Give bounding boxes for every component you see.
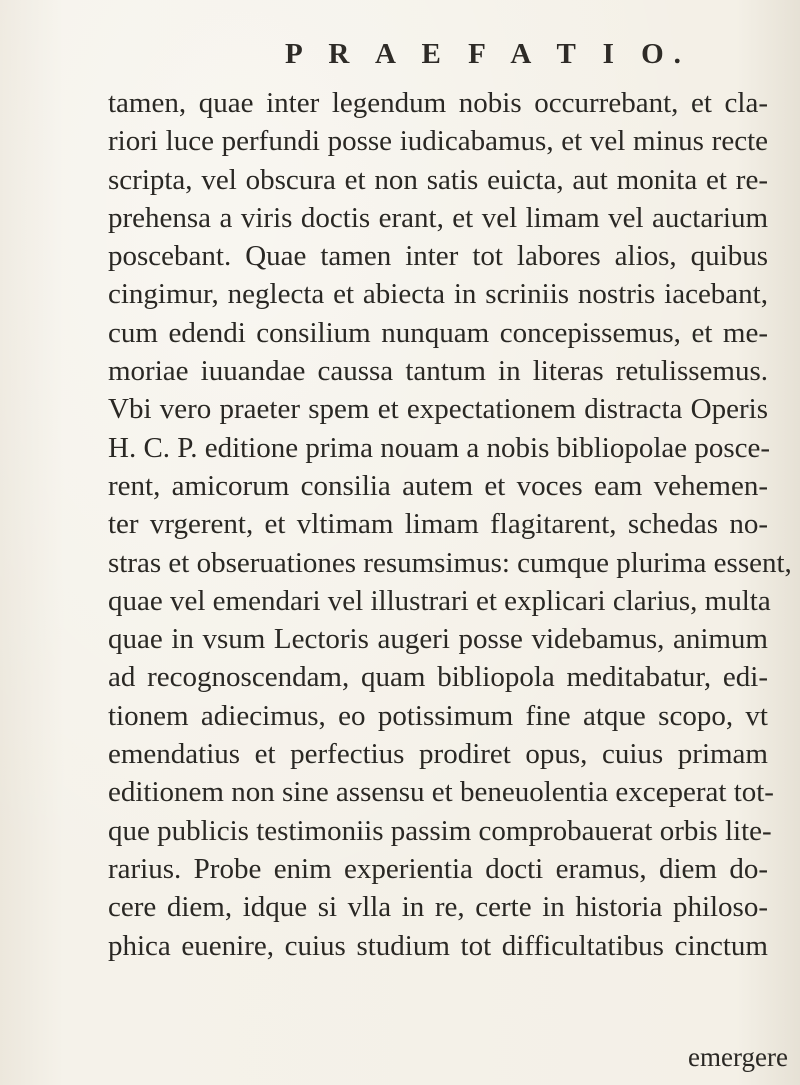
text-line: editionem non sine assensu et beneuolentia exceperat tot- (108, 776, 774, 809)
text-line: prehensa a viris doctis erant, et vel limam vel auctarium (108, 201, 768, 234)
text-line: scripta, vel obscura et non satis euicta, aut monita et re- (108, 163, 768, 196)
text-line: quae vel emendari vel illustrari et explicari clarius, multa (108, 584, 771, 617)
running-head: P R A E F A T I O. (285, 38, 691, 70)
text-line: ter vrgerent, et vltimam limam flagitarent, schedas no- (108, 508, 768, 541)
text-line: Vbi vero praeter spem et expectationem distracta Operis (108, 393, 768, 426)
text-line: ad recognoscendam, quam bibliopola meditabatur, edi- (108, 661, 768, 694)
text-line: poscebant. Quae tamen inter tot labores alios, quibus (108, 240, 768, 273)
text-line: riori luce perfundi posse iudicabamus, et vel minus recte (108, 125, 768, 158)
text-line: cum edendi consilium nunquam concepissemus, et me- (108, 316, 768, 349)
text-line: tionem adiecimus, eo potissimum fine atque scopo, vt (108, 699, 768, 732)
text-line: que publicis testimoniis passim comprobauerat orbis lite- (108, 814, 772, 847)
text-line: rent, amicorum consilia autem et voces eam vehemen- (108, 469, 768, 502)
text-line: stras et obseruationes resumsimus: cumque plurima essent, (108, 546, 792, 579)
catchword: emergere (688, 1042, 788, 1072)
text-line: cingimur, neglecta et abiecta in scriniis nostris iacebant, (108, 278, 768, 311)
text-line: phica euenire, cuius studium tot difficultatibus cinctum (108, 929, 768, 962)
text-line: emendatius et perfectius prodiret opus, cuius primam (108, 738, 768, 771)
body-text (108, 84, 792, 965)
text-line: moriae iuuandae caussa tantum in literas retulissemus. (108, 355, 768, 388)
text-line: rarius. Probe enim experientia docti eramus, diem do- (108, 852, 768, 885)
text-line: quae in vsum Lectoris augeri posse videbamus, animum (108, 623, 768, 656)
text-line: H. C. P. editione prima nouam a nobis bibliopolae posce- (108, 431, 771, 464)
text-line: cere diem, idque si vlla in re, certe in historia philoso- (108, 891, 768, 924)
text-line: tamen, quae inter legendum nobis occurrebant, et cla- (108, 87, 768, 119)
